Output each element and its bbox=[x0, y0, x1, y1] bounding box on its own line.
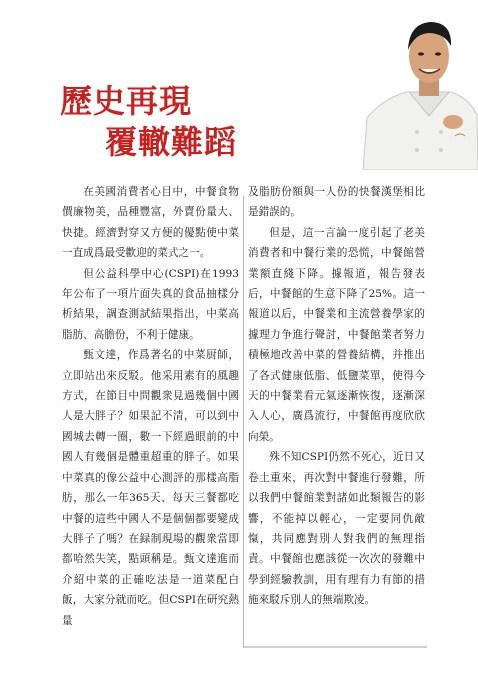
column-bottom-rule bbox=[244, 646, 427, 648]
article-title-line2: 覆轍難蹈 bbox=[105, 123, 238, 161]
chef-portrait-icon bbox=[353, 0, 478, 170]
paragraph: 殊不知CSPI仍然不死心，近日又卷土重來，再次對中餐進行發難，所以我們中餐館業對諸如此類報告的影響，不能掉以輕心，一定要同仇敵愾，共同應對別人對我們的無理指責。中餐館也應該從一次次的發難中學到經驗教訓，用有理有力有節的措施來駁斥別人的無端欺凌。 bbox=[248, 451, 425, 607]
paragraph: 甄文達，作爲著名的中菜厨師，立即站出來反駁。他采用素有的風趣方式，在節目中問觀衆見過幾個中國人是大胖子？如果記不清，可以到中國城去轉一圈，數一下經過眼前的中國人有幾個是體重超重的胖子。如果中菜真的像公益中心測評的那樣高脂肪，那么一年365天、每天三餐都吃中餐的這些中國人不是個個都要變成大胖子了嗎？在録制現場的觀衆當即都哈然失笑，點頭稱是。甄文達進而介紹中菜的正確吃法是一道菜配白飯，大家分就而吃。但CSPI在研究熱量 bbox=[62, 349, 239, 627]
article-column-left bbox=[62, 182, 239, 652]
paragraph: 及脂肪份額與一人份的快餐漢堡相比是錯誤的。 bbox=[248, 186, 425, 219]
paragraph: 但公益科學中心(CSPI)在1993年公布了一項片面失真的食品抽樣分析結果，調查測試結果指出，中菜高脂肪、高膽份，不利于健康。 bbox=[62, 267, 239, 341]
article-title-line1: 歷史再現 bbox=[60, 82, 193, 120]
article-column-right bbox=[248, 182, 425, 652]
column-divider bbox=[243, 196, 244, 648]
paragraph: 但是，這一言論一度引起了老美消費者和中餐行業的恐慌，中餐館營業額直綫下降。據報道，報告發表后，中餐館的生意下降了25%。這一報道以后，中餐業和主流營養學家的據理力争進行聲討，中餐館業者努力積極地改善中菜的營養結構，并推出了各式健康低脂、低鹽菜單，使得今天的中餐業看元氣逐漸恢復，逐漸深入人心，廣爲流行，中餐館再度欣欣向榮。 bbox=[248, 226, 425, 443]
paragraph: 在美國消費者心目中，中餐食物價廉物美，品種豐富，外賣份量大、快捷。經濟對穿又方便的優點使中菜一直成爲最受歡迎的菜式之一。 bbox=[62, 186, 239, 260]
